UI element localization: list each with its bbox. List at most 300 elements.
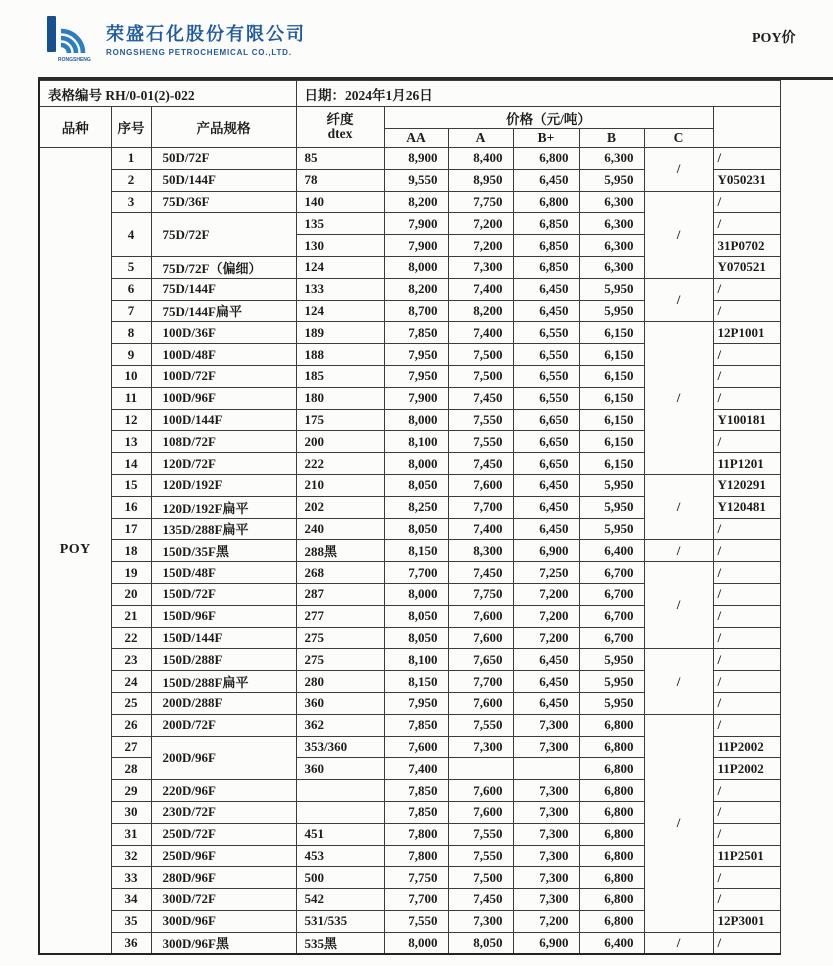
cell-seq: 33 <box>111 867 151 889</box>
cell-price-c: / <box>644 148 713 192</box>
cell-price-a: 7,500 <box>448 867 513 889</box>
cell-price-a: 7,550 <box>448 409 513 431</box>
cell-spec: 100D/48F <box>151 344 296 366</box>
cell-price-bplus: 7,250 <box>513 562 579 584</box>
cell-price-bplus <box>513 758 579 780</box>
cell-code: / <box>713 518 780 540</box>
cell-price-b: 5,950 <box>579 671 644 693</box>
cell-dtex: 133 <box>296 278 384 300</box>
cell-code: Y120481 <box>713 496 780 518</box>
cell-price-b: 6,800 <box>579 867 644 889</box>
cell-dtex: 124 <box>296 300 384 322</box>
header-grade-bplus: B+ <box>513 129 579 148</box>
table-row <box>39 148 780 170</box>
cell-price-bplus: 6,850 <box>513 256 579 278</box>
cell-price-c: / <box>644 540 713 562</box>
cell-price-bplus: 6,450 <box>513 692 579 714</box>
cell-spec: 120D/192F <box>151 474 296 496</box>
cell-price-a: 7,600 <box>448 474 513 496</box>
cell-spec: 200D/288F <box>151 692 296 714</box>
cell-code: / <box>713 191 780 213</box>
table-row <box>39 322 780 344</box>
cell-dtex: 531/535 <box>296 910 384 932</box>
cell-code: 11P2002 <box>713 758 780 780</box>
cell-price-b: 6,800 <box>579 801 644 823</box>
cell-price-b: 5,950 <box>579 300 644 322</box>
cell-price-a: 7,200 <box>448 235 513 257</box>
cell-spec: 300D/96F <box>151 910 296 932</box>
cell-price-b: 5,950 <box>579 649 644 671</box>
cell-dtex: 240 <box>296 518 384 540</box>
cell-dtex: 542 <box>296 889 384 911</box>
cell-dtex: 360 <box>296 692 384 714</box>
cell-price-a: 7,750 <box>448 191 513 213</box>
cell-price-a: 7,300 <box>448 736 513 758</box>
price-table-body <box>39 148 780 954</box>
cell-price-b: 6,800 <box>579 714 644 736</box>
cell-code: / <box>713 300 780 322</box>
cell-price-a: 7,600 <box>448 692 513 714</box>
cell-code: / <box>713 889 780 911</box>
cell-seq: 27 <box>111 736 151 758</box>
cell-spec: 75D/144F扁平 <box>151 300 296 322</box>
price-table <box>38 80 781 955</box>
cell-price-bplus: 6,550 <box>513 344 579 366</box>
cell-price-a: 7,600 <box>448 801 513 823</box>
cell-dtex: 180 <box>296 387 384 409</box>
cell-price-aa: 8,050 <box>384 518 448 540</box>
cell-price-aa: 8,000 <box>384 453 448 475</box>
header-dtex <box>296 107 384 148</box>
header-dtex-en: dtex <box>327 126 353 141</box>
cell-price-aa: 9,550 <box>384 169 448 191</box>
cell-price-aa: 7,750 <box>384 867 448 889</box>
cell-code: 11P2501 <box>713 845 780 867</box>
cell-spec: 100D/72F <box>151 365 296 387</box>
cell-price-b: 5,950 <box>579 278 644 300</box>
cell-price-b: 6,300 <box>579 213 644 235</box>
cell-seq: 8 <box>111 322 151 344</box>
cell-code: / <box>713 344 780 366</box>
cell-price-bplus: 6,450 <box>513 671 579 693</box>
cell-code: Y070521 <box>713 256 780 278</box>
cell-spec: 120D/192F扁平 <box>151 496 296 518</box>
cell-price-aa: 8,150 <box>384 540 448 562</box>
cell-code: 11P1201 <box>713 453 780 475</box>
cell-seq: 4 <box>111 213 151 257</box>
cell-spec: 280D/96F <box>151 867 296 889</box>
cell-price-a: 8,300 <box>448 540 513 562</box>
cell-price-bplus: 6,550 <box>513 387 579 409</box>
header-dtex-cn: 纤度 <box>326 111 354 127</box>
cell-price-c: / <box>644 322 713 475</box>
cell-price-aa: 8,000 <box>384 409 448 431</box>
cell-price-a: 7,400 <box>448 322 513 344</box>
cell-price-bplus: 7,200 <box>513 627 579 649</box>
company-names <box>106 14 306 57</box>
cell-price-aa: 8,150 <box>384 671 448 693</box>
cell-price-b: 6,800 <box>579 823 644 845</box>
cell-price-a: 7,400 <box>448 278 513 300</box>
cell-price-a: 8,400 <box>448 148 513 170</box>
cell-code: 12P3001 <box>713 910 780 932</box>
price-table-container <box>38 80 781 955</box>
table-row <box>39 714 780 736</box>
cell-spec: 75D/72F <box>151 213 296 257</box>
cell-price-bplus: 6,900 <box>513 540 579 562</box>
cell-code: / <box>713 365 780 387</box>
cell-spec: 150D/144F <box>151 627 296 649</box>
cell-spec: 250D/96F <box>151 845 296 867</box>
cell-price-aa: 7,850 <box>384 780 448 802</box>
table-row <box>39 562 780 584</box>
cell-spec: 200D/72F <box>151 714 296 736</box>
cell-seq: 6 <box>111 278 151 300</box>
cell-dtex: 453 <box>296 845 384 867</box>
cell-dtex: 124 <box>296 256 384 278</box>
cell-price-b: 6,150 <box>579 409 644 431</box>
cell-dtex: 175 <box>296 409 384 431</box>
cell-seq: 13 <box>111 431 151 453</box>
cell-price-bplus: 6,850 <box>513 213 579 235</box>
cell-price-b: 5,950 <box>579 692 644 714</box>
cell-code: / <box>713 692 780 714</box>
cell-price-a: 7,450 <box>448 387 513 409</box>
cell-seq: 32 <box>111 845 151 867</box>
cell-spec: 150D/96F <box>151 605 296 627</box>
cell-price-aa: 7,950 <box>384 344 448 366</box>
cell-code: / <box>713 148 780 170</box>
cell-price-b: 6,700 <box>579 562 644 584</box>
cell-dtex: 535黑 <box>296 932 384 954</box>
cell-spec: 230D/72F <box>151 801 296 823</box>
cell-spec: 100D/36F <box>151 322 296 344</box>
cell-price-c: / <box>644 714 713 932</box>
date-label: 日期：2024年1月26日 <box>296 81 780 107</box>
cell-price-a: 7,600 <box>448 627 513 649</box>
cell-price-a: 8,200 <box>448 300 513 322</box>
cell-price-b: 6,700 <box>579 627 644 649</box>
cell-spec: 150D/288F <box>151 649 296 671</box>
cell-seq: 35 <box>111 910 151 932</box>
cell-price-bplus: 6,450 <box>513 300 579 322</box>
cell-spec: 108D/72F <box>151 431 296 453</box>
cell-code: / <box>713 714 780 736</box>
cell-price-a: 7,600 <box>448 605 513 627</box>
cell-code: / <box>713 278 780 300</box>
cell-dtex: 287 <box>296 583 384 605</box>
cell-price-bplus: 7,300 <box>513 867 579 889</box>
cell-code: / <box>713 387 780 409</box>
cell-seq: 26 <box>111 714 151 736</box>
cell-seq: 5 <box>111 256 151 278</box>
cell-price-aa: 7,850 <box>384 322 448 344</box>
cell-code: / <box>713 823 780 845</box>
cell-price-b: 6,800 <box>579 736 644 758</box>
cell-price-b: 6,800 <box>579 845 644 867</box>
cell-code: / <box>713 540 780 562</box>
cell-spec: 150D/288F扁平 <box>151 671 296 693</box>
cell-dtex: 222 <box>296 453 384 475</box>
header-grade-a: A <box>448 129 513 148</box>
cell-spec: 300D/96F黑 <box>151 932 296 954</box>
cell-dtex: 210 <box>296 474 384 496</box>
cell-price-bplus: 7,200 <box>513 583 579 605</box>
cell-price-aa: 8,050 <box>384 474 448 496</box>
cell-price-b: 6,150 <box>579 322 644 344</box>
header-row-group <box>39 107 780 129</box>
cell-price-b: 6,700 <box>579 605 644 627</box>
cell-dtex: 78 <box>296 169 384 191</box>
cell-price-b: 5,950 <box>579 474 644 496</box>
cell-price-c: / <box>644 562 713 649</box>
meta-row <box>39 81 780 107</box>
cell-price-aa: 8,250 <box>384 496 448 518</box>
cell-price-bplus: 6,450 <box>513 278 579 300</box>
header-spec: 产品规格 <box>151 107 296 148</box>
cell-price-bplus: 6,800 <box>513 148 579 170</box>
cell-code: / <box>713 867 780 889</box>
cell-price-aa: 7,900 <box>384 213 448 235</box>
company-logo <box>46 14 306 64</box>
form-number: 表格编号 RH/0-01(2)-022 <box>39 81 296 107</box>
cell-price-aa: 8,050 <box>384 627 448 649</box>
cell-price-c: / <box>644 932 713 954</box>
cell-seq: 10 <box>111 365 151 387</box>
cell-seq: 16 <box>111 496 151 518</box>
cell-price-bplus: 7,300 <box>513 801 579 823</box>
cell-price-c: / <box>644 191 713 278</box>
cell-seq: 18 <box>111 540 151 562</box>
cell-seq: 3 <box>111 191 151 213</box>
cell-dtex: 130 <box>296 235 384 257</box>
cell-seq: 30 <box>111 801 151 823</box>
cell-price-b: 6,300 <box>579 148 644 170</box>
cell-seq: 24 <box>111 671 151 693</box>
cell-dtex: 268 <box>296 562 384 584</box>
cell-code: / <box>713 801 780 823</box>
cell-dtex <box>296 780 384 802</box>
cell-seq: 23 <box>111 649 151 671</box>
cell-price-aa: 7,800 <box>384 845 448 867</box>
cell-dtex: 140 <box>296 191 384 213</box>
cell-price-a: 7,450 <box>448 453 513 475</box>
cell-seq: 15 <box>111 474 151 496</box>
cell-code: / <box>713 605 780 627</box>
cell-code: / <box>713 583 780 605</box>
table-row <box>39 278 780 300</box>
cell-seq: 9 <box>111 344 151 366</box>
cell-price-a: 7,500 <box>448 365 513 387</box>
cell-price-c: / <box>644 278 713 322</box>
cell-price-aa: 8,000 <box>384 583 448 605</box>
cell-price-bplus: 6,450 <box>513 649 579 671</box>
company-name-cn: 荣盛石化股份有限公司 <box>106 24 306 44</box>
cell-code: 11P2002 <box>713 736 780 758</box>
cell-code: Y120291 <box>713 474 780 496</box>
table-row <box>39 191 780 213</box>
cell-price-b: 6,150 <box>579 365 644 387</box>
cell-dtex: 280 <box>296 671 384 693</box>
cell-price-aa: 7,600 <box>384 736 448 758</box>
cell-code: / <box>713 213 780 235</box>
cell-price-aa: 7,850 <box>384 714 448 736</box>
cell-price-a: 7,450 <box>448 562 513 584</box>
header-grade-aa: AA <box>384 129 448 148</box>
cell-spec: 150D/35F黑 <box>151 540 296 562</box>
cell-spec: 220D/96F <box>151 780 296 802</box>
cell-price-aa: 8,000 <box>384 256 448 278</box>
cell-price-a: 7,750 <box>448 583 513 605</box>
cell-price-aa: 8,700 <box>384 300 448 322</box>
cell-price-a: 7,300 <box>448 256 513 278</box>
table-row <box>39 474 780 496</box>
cell-price-a: 7,300 <box>448 910 513 932</box>
cell-seq: 19 <box>111 562 151 584</box>
cell-price-bplus: 6,450 <box>513 496 579 518</box>
cell-price-b: 5,950 <box>579 518 644 540</box>
cell-spec: 250D/72F <box>151 823 296 845</box>
cell-price-bplus: 6,800 <box>513 191 579 213</box>
cell-dtex: 135 <box>296 213 384 235</box>
cell-code: / <box>713 431 780 453</box>
cell-price-bplus: 6,550 <box>513 322 579 344</box>
cell-price-b: 6,300 <box>579 235 644 257</box>
cell-price-aa: 8,900 <box>384 148 448 170</box>
cell-seq: 34 <box>111 889 151 911</box>
cell-price-a: 7,650 <box>448 649 513 671</box>
cell-spec: 200D/96F <box>151 736 296 780</box>
cell-seq: 25 <box>111 692 151 714</box>
logo-mark-caption: RONGSHENG <box>58 57 91 63</box>
cell-code: / <box>713 671 780 693</box>
cell-price-b: 5,950 <box>579 496 644 518</box>
cell-price-bplus: 7,200 <box>513 605 579 627</box>
cell-price-b: 6,400 <box>579 932 644 954</box>
cell-price-aa: 7,700 <box>384 889 448 911</box>
cell-price-b: 6,150 <box>579 453 644 475</box>
cell-price-bplus: 7,200 <box>513 910 579 932</box>
cell-code: / <box>713 780 780 802</box>
cell-price-b: 6,800 <box>579 889 644 911</box>
cell-dtex: 202 <box>296 496 384 518</box>
cell-spec: 135D/288F扁平 <box>151 518 296 540</box>
cell-spec: 75D/144F <box>151 278 296 300</box>
cell-price-bplus: 6,450 <box>513 169 579 191</box>
company-name-en: RONGSHENG PETROCHEMICAL CO.,LTD. <box>106 48 292 57</box>
cell-seq: 7 <box>111 300 151 322</box>
cell-code: Y100181 <box>713 409 780 431</box>
cell-spec: 150D/72F <box>151 583 296 605</box>
table-row <box>39 932 780 954</box>
cell-seq: 2 <box>111 169 151 191</box>
cell-price-aa: 8,100 <box>384 431 448 453</box>
table-row <box>39 540 780 562</box>
rongsheng-logo-icon <box>46 14 98 64</box>
cell-price-b: 6,800 <box>579 910 644 932</box>
cell-seq: 12 <box>111 409 151 431</box>
cell-spec: 100D/96F <box>151 387 296 409</box>
cell-dtex: 277 <box>296 605 384 627</box>
cell-price-bplus: 7,300 <box>513 714 579 736</box>
cell-price-a: 7,550 <box>448 823 513 845</box>
cell-code: / <box>713 649 780 671</box>
header-product-type: 品种 <box>39 107 111 148</box>
cell-price-aa: 8,100 <box>384 649 448 671</box>
cell-spec: 75D/72F（偏细） <box>151 256 296 278</box>
cell-price-b: 6,800 <box>579 780 644 802</box>
cell-price-a: 7,400 <box>448 518 513 540</box>
cell-price-bplus: 6,850 <box>513 235 579 257</box>
cell-code: / <box>713 627 780 649</box>
cell-spec: 75D/36F <box>151 191 296 213</box>
cell-price-bplus: 6,450 <box>513 474 579 496</box>
cell-price-aa: 7,900 <box>384 387 448 409</box>
cell-seq: 20 <box>111 583 151 605</box>
cell-price-b: 6,300 <box>579 256 644 278</box>
cell-spec: 50D/144F <box>151 169 296 191</box>
cell-price-aa: 7,850 <box>384 801 448 823</box>
cell-price-aa: 7,550 <box>384 910 448 932</box>
cell-price-a: 8,950 <box>448 169 513 191</box>
header-grade-c: C <box>644 129 713 148</box>
cell-dtex: 288黑 <box>296 540 384 562</box>
cell-price-bplus: 6,650 <box>513 453 579 475</box>
header-price-group: 价格（元/吨） <box>384 107 713 129</box>
cell-spec: 150D/48F <box>151 562 296 584</box>
cell-price-bplus: 7,300 <box>513 889 579 911</box>
cell-price-bplus: 7,300 <box>513 736 579 758</box>
cell-seq: 28 <box>111 758 151 780</box>
cell-code: Y050231 <box>713 169 780 191</box>
cell-price-a: 7,550 <box>448 845 513 867</box>
header-grade-b: B <box>579 129 644 148</box>
cell-price-a: 7,200 <box>448 213 513 235</box>
cell-dtex: 185 <box>296 365 384 387</box>
cell-price-c: / <box>644 474 713 539</box>
table-row <box>39 649 780 671</box>
cell-price-aa: 7,700 <box>384 562 448 584</box>
cell-dtex: 451 <box>296 823 384 845</box>
cell-price-aa: 7,950 <box>384 365 448 387</box>
cell-product-type: POY <box>39 148 111 954</box>
cell-price-a: 7,600 <box>448 780 513 802</box>
cell-dtex: 188 <box>296 344 384 366</box>
cell-seq: 14 <box>111 453 151 475</box>
cell-seq: 22 <box>111 627 151 649</box>
cell-seq: 1 <box>111 148 151 170</box>
cell-price-bplus: 6,550 <box>513 365 579 387</box>
cell-price-bplus: 7,300 <box>513 823 579 845</box>
cell-price-a: 8,050 <box>448 932 513 954</box>
cell-seq: 11 <box>111 387 151 409</box>
cell-price-aa: 7,400 <box>384 758 448 780</box>
cell-price-a: 7,700 <box>448 671 513 693</box>
cell-price-aa: 8,200 <box>384 191 448 213</box>
sheet-title: POY价 <box>752 31 796 46</box>
cell-dtex: 500 <box>296 867 384 889</box>
cell-dtex: 353/360 <box>296 736 384 758</box>
cell-spec: 50D/72F <box>151 148 296 170</box>
cell-price-a: 7,700 <box>448 496 513 518</box>
cell-price-b: 6,150 <box>579 387 644 409</box>
cell-price-bplus: 7,300 <box>513 780 579 802</box>
cell-seq: 29 <box>111 780 151 802</box>
cell-price-a: 7,550 <box>448 431 513 453</box>
cell-code: / <box>713 562 780 584</box>
cell-dtex: 85 <box>296 148 384 170</box>
cell-seq: 21 <box>111 605 151 627</box>
